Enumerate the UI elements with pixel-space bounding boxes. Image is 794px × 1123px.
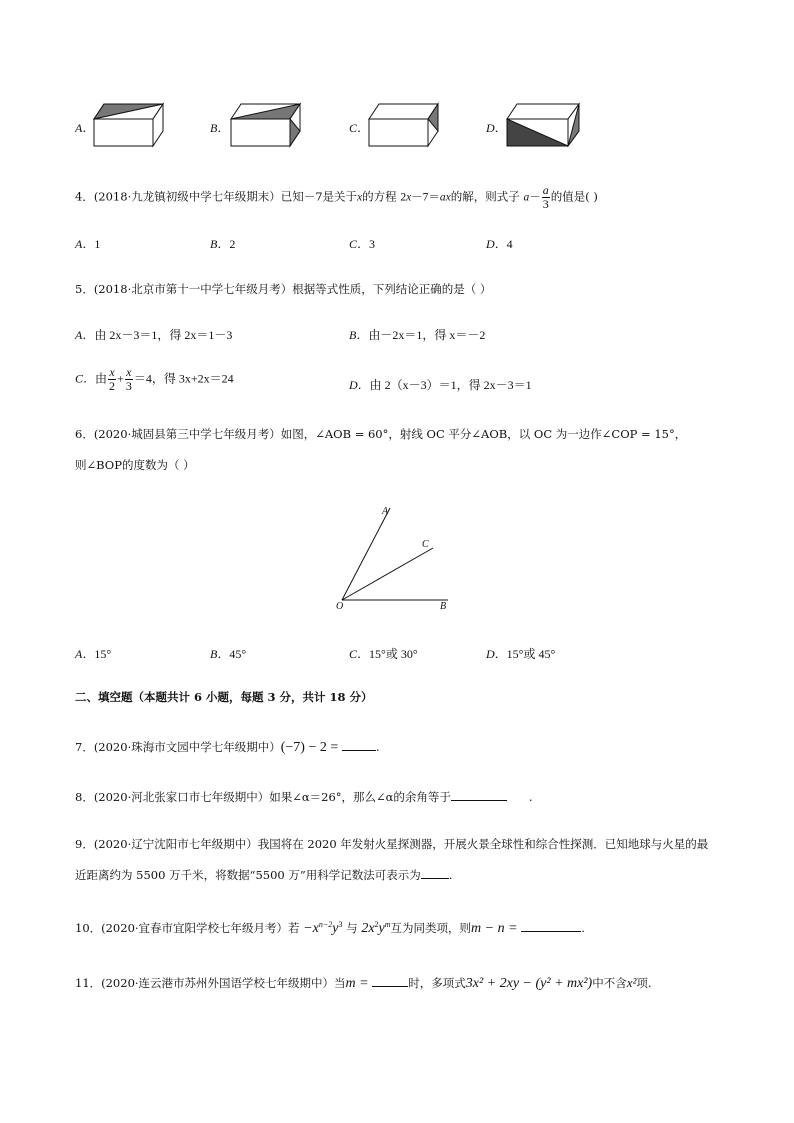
q5-option-c-pre: 由 bbox=[95, 371, 108, 386]
q11-term: x² bbox=[626, 975, 637, 990]
q5-option-c-letter: C． bbox=[75, 371, 96, 386]
q4-eq-a: 2 bbox=[400, 191, 407, 204]
q5-frac2-den: 3 bbox=[125, 379, 132, 393]
q5-option-a-text: 由 2x－3＝1，得 2x＝1－3 bbox=[94, 328, 233, 342]
q8-text: 8．(2020·河北张家口市七年级期中）如果∠α＝26°，那么∠α的余角等于 bbox=[75, 790, 451, 804]
q3-option-c-letter: C． bbox=[349, 121, 370, 135]
q4-option-c-text: 3 bbox=[369, 237, 376, 251]
q3-option-d-letter: D． bbox=[486, 121, 507, 135]
q4-option-d[interactable] bbox=[486, 235, 513, 252]
q4-eq-ax: ax bbox=[439, 191, 451, 204]
q5-frac1-num: x bbox=[109, 365, 115, 379]
q10-mid: 与 bbox=[346, 920, 358, 935]
q10-answer-blank[interactable] bbox=[521, 919, 581, 932]
q10-term2-exp: 2 bbox=[374, 920, 379, 929]
q4-mid1: 的方程 bbox=[362, 189, 397, 204]
q5-option-d-text: 由 2（x－3）＝1，得 2x－3＝1 bbox=[369, 378, 532, 392]
q9-answer-blank[interactable] bbox=[421, 866, 449, 879]
q5-option-a-letter: A． bbox=[75, 328, 95, 342]
q5-option-a[interactable] bbox=[75, 326, 232, 343]
q4-stem bbox=[75, 184, 598, 211]
q6-angle-figure bbox=[330, 500, 460, 615]
q7-answer-blank[interactable] bbox=[342, 738, 376, 751]
q10-term1: −x bbox=[303, 920, 319, 936]
label-a: A bbox=[382, 506, 389, 517]
q11-suffix: 项. bbox=[636, 976, 652, 990]
q4-eq-b: －7＝ bbox=[411, 191, 440, 204]
q5-option-c-post: ＝4，得 3x+2x＝24 bbox=[133, 371, 234, 386]
q6-option-a[interactable] bbox=[75, 645, 111, 662]
q9-suffix: . bbox=[448, 868, 453, 882]
q11-answer-blank[interactable] bbox=[372, 974, 408, 987]
q4-option-d-letter: D． bbox=[486, 237, 507, 251]
q10-expression: m − n = bbox=[471, 920, 518, 936]
q11-mid: 时，多项式 bbox=[408, 976, 466, 990]
q4-option-a-text: 1 bbox=[94, 237, 101, 251]
q9-stem-line1: 9．(2020·辽宁沈阳市七年级期中）我国将在 2020 年发射火星探测器，开展火景全球性和综合性探测．已知地球与火星的最 bbox=[75, 837, 709, 851]
q4-fraction bbox=[542, 184, 550, 211]
q5-option-d[interactable] bbox=[349, 376, 532, 393]
q10-term2-yexp: m bbox=[384, 920, 391, 929]
q10-suffix: . bbox=[581, 920, 585, 935]
q6-option-d-text: 15°或 45° bbox=[506, 647, 556, 661]
q3-option-c-figure bbox=[368, 101, 440, 149]
q11-mid2: 中不含 bbox=[592, 976, 627, 990]
q6-stem-line1: 6．(2020·城固县第三中学七年级月考）如图，∠AOB = 60°，射线 OC 平分∠AOB，以 OC 为一边作∠COP = 15°， bbox=[75, 427, 687, 441]
label-o: O bbox=[336, 601, 344, 612]
q10-term1-y: y bbox=[332, 920, 339, 936]
q7-expression: (−7) − 2 = bbox=[280, 740, 339, 755]
q9-stem-line2 bbox=[75, 866, 452, 883]
q8-stem bbox=[75, 788, 533, 805]
q5-option-c-frac1 bbox=[108, 366, 116, 393]
q4-option-a[interactable] bbox=[75, 235, 100, 252]
q5-option-b-letter: B． bbox=[349, 328, 369, 342]
q7-stem bbox=[75, 738, 380, 756]
q8-suffix: . bbox=[528, 790, 533, 804]
q6-option-b[interactable] bbox=[210, 645, 246, 662]
q7-prefix: 7．(2020·珠海市文园中学七年级期中） bbox=[75, 740, 281, 754]
q6-option-a-letter: A． bbox=[75, 647, 95, 661]
q6-option-c-letter: C． bbox=[349, 647, 370, 661]
q4-option-c-letter: C． bbox=[349, 237, 370, 251]
q3-option-b-figure bbox=[230, 101, 302, 149]
q9-line2-text: 近距离约为 5500 万千米，将数据“5500 万”用科学记数法可表示为 bbox=[75, 868, 421, 882]
q10-prefix: 10．(2020·宜春市宜阳学校七年级月考）若 bbox=[75, 920, 300, 935]
label-c: C bbox=[422, 539, 429, 550]
q11-prefix: 11．(2020·连云港市苏州外国语学校七年级期中）当 bbox=[75, 976, 346, 990]
q4-var-x: x bbox=[357, 191, 363, 204]
q10-term1-exp: n−2 bbox=[318, 920, 333, 929]
q4-option-b-letter: B． bbox=[210, 237, 230, 251]
q4-frac-num: a bbox=[542, 183, 549, 197]
q5-frac1-den: 2 bbox=[109, 379, 116, 393]
q6-option-a-text: 15° bbox=[94, 647, 112, 661]
q4-frac-den: 3 bbox=[542, 197, 549, 211]
q6-option-d[interactable] bbox=[486, 645, 555, 662]
q3-option-a-figure bbox=[93, 101, 165, 149]
q5-option-c-frac2 bbox=[125, 366, 133, 393]
q5-option-c[interactable] bbox=[75, 366, 234, 393]
q8-answer-blank[interactable] bbox=[451, 788, 507, 801]
q5-stem: 5．(2018·北京市第十一中学七年级月考）根据等式性质，下列结论正确的是（ ） bbox=[75, 282, 492, 296]
q6-option-d-letter: D． bbox=[486, 647, 507, 661]
q10-stem bbox=[75, 917, 585, 937]
q10-mid2: 互为同类项，则 bbox=[390, 920, 472, 935]
q11-stem bbox=[75, 974, 652, 992]
q5-option-b-text: 由－2x＝1，得 x＝－2 bbox=[368, 328, 486, 342]
q3-option-a-letter: A． bbox=[75, 121, 95, 135]
q10-term2: 2x bbox=[361, 920, 375, 936]
q4-option-b-text: 2 bbox=[229, 237, 236, 251]
q5-option-d-letter: D． bbox=[349, 378, 370, 392]
q10-term2-y: y bbox=[378, 920, 385, 936]
q7-suffix: . bbox=[375, 740, 380, 754]
q4-option-c[interactable] bbox=[349, 235, 375, 252]
q6-option-b-text: 45° bbox=[229, 647, 247, 661]
q5-frac2-num: x bbox=[126, 365, 132, 379]
section-2-title: 二、填空题（本题共计 6 小题，每题 3 分，共计 18 分） bbox=[75, 690, 373, 704]
q4-minus: － bbox=[529, 191, 541, 204]
q3-option-d-figure bbox=[506, 101, 581, 149]
q4-suffix: 的值是( ) bbox=[550, 189, 598, 204]
q11-polynomial: 3x² + 2xy − (y² + mx²) bbox=[465, 976, 593, 991]
q6-option-b-letter: B． bbox=[210, 647, 230, 661]
q4-mid2: 的解，则式子 bbox=[450, 189, 520, 204]
q4-prefix: 4．(2018·九龙镇初级中学七年级期末）已知－7是关于 bbox=[75, 189, 358, 204]
q4-a: a bbox=[523, 191, 530, 204]
q5-option-b[interactable] bbox=[349, 326, 485, 343]
q5-option-c-plus: + bbox=[117, 371, 124, 386]
q6-stem-line2: 则∠BOP的度数为（ ） bbox=[75, 458, 195, 472]
q4-option-a-letter: A． bbox=[75, 237, 95, 251]
q6-option-c-text: 15°或 30° bbox=[369, 647, 418, 661]
q4-option-d-text: 4 bbox=[506, 237, 513, 251]
label-b: B bbox=[440, 601, 447, 612]
q10-term1-yexp: 3 bbox=[338, 920, 343, 929]
q4-option-b[interactable] bbox=[210, 235, 235, 252]
q11-m-eq: m = bbox=[345, 976, 369, 991]
q6-option-c[interactable] bbox=[349, 645, 418, 662]
q4-eq-x: x bbox=[406, 191, 412, 204]
q3-option-b-letter: B． bbox=[210, 121, 230, 135]
